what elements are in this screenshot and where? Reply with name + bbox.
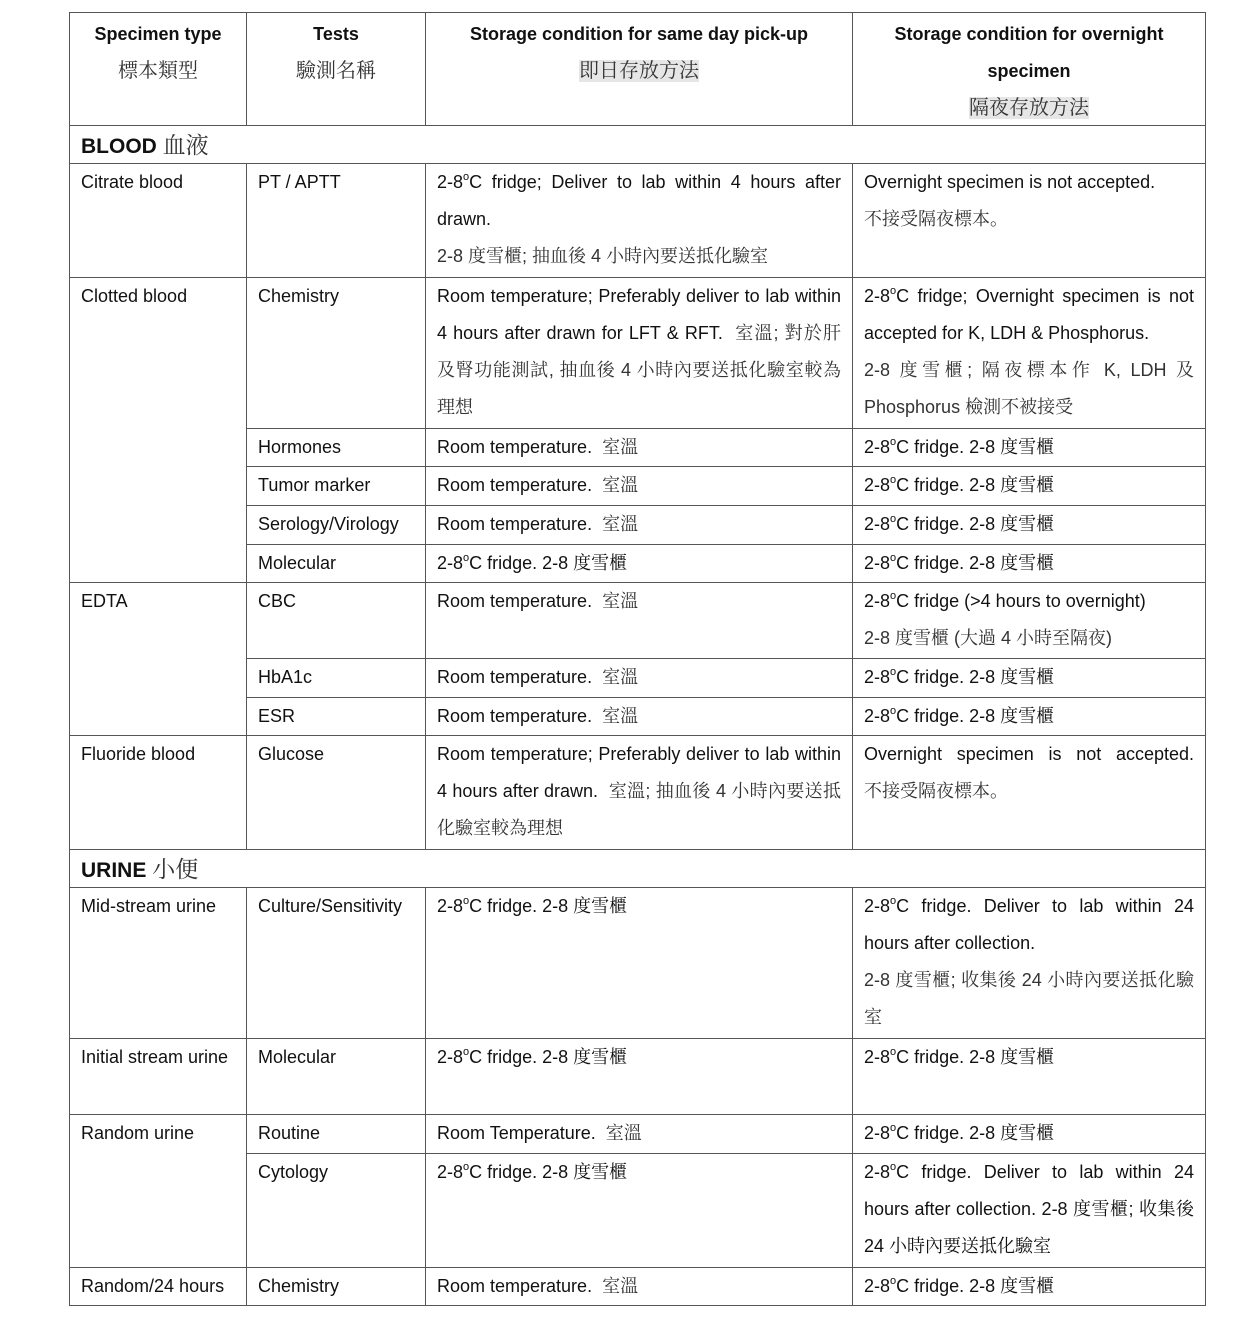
text: 2-8 <box>864 475 891 495</box>
header-overnight-zh: 隔夜存放方法 <box>969 97 1089 119</box>
specimen-random-urine <box>69 1114 247 1268</box>
test-label: Culture/Sensitivity <box>258 896 403 916</box>
section-blood-en: BLOOD <box>81 135 157 158</box>
degree-symbol: o <box>890 705 897 717</box>
text: C fridge. 2-8 度雪櫃 <box>896 475 1055 495</box>
header-specimen-type <box>69 12 247 126</box>
header-same-day <box>425 12 853 126</box>
specimen-label: Clotted blood <box>81 286 188 306</box>
text: C fridge. 2-8 度雪櫃 <box>896 437 1055 457</box>
same-day-zh: 室溫 <box>602 1276 639 1296</box>
same-day-chemistry-urine <box>425 1267 853 1306</box>
test-molecular-urine <box>246 1038 426 1115</box>
overnight-zh: 2-8 度雪櫃; 隔夜標本作 K, LDH 及 Phosphorus 檢測不被接受 <box>864 360 1194 417</box>
same-day-en: Room temperature. <box>437 591 593 611</box>
same-day-en: Room temperature. <box>437 514 593 534</box>
text: 2-8 <box>864 1047 891 1067</box>
overnight-en: Overnight specimen is not accepted. <box>864 172 1156 192</box>
text: C fridge. 2-8 度雪櫃 <box>469 553 628 573</box>
header-same-day-zh: 即日存放方法 <box>579 60 699 82</box>
same-day-hormones <box>425 428 853 467</box>
specimen-label: Random/24 hours <box>81 1276 225 1296</box>
specimen-fluoride-blood <box>69 735 247 850</box>
same-day-zh: 室溫 <box>602 591 639 611</box>
text: C fridge. 2-8 度雪櫃 <box>896 1123 1055 1143</box>
test-label: Chemistry <box>258 286 340 306</box>
overnight-chemistry <box>852 277 1206 429</box>
section-urine <box>69 849 1206 888</box>
test-label: Molecular <box>258 1047 337 1067</box>
specimen-citrate-blood <box>69 163 247 278</box>
degree-symbol: o <box>463 552 470 564</box>
degree-symbol: o <box>463 1046 470 1058</box>
same-day-serology <box>425 505 853 545</box>
section-urine-en: URINE <box>81 859 147 882</box>
header-overnight <box>852 12 1206 126</box>
same-day-en: Room temperature. <box>437 437 593 457</box>
overnight-glucose <box>852 735 1206 850</box>
same-day-zh: 室溫 <box>602 437 639 457</box>
text: C fridge (>4 hours to overnight) <box>896 591 1146 611</box>
overnight-routine <box>852 1114 1206 1154</box>
overnight-cbc <box>852 582 1206 659</box>
section-blood-zh: 血液 <box>162 132 209 158</box>
same-day-chemistry <box>425 277 853 429</box>
text: 2-8 <box>864 437 891 457</box>
test-label: Molecular <box>258 553 337 573</box>
test-esr <box>246 697 426 736</box>
specimen-mid-stream-urine <box>69 887 247 1039</box>
specimen-label: Citrate blood <box>81 172 184 192</box>
same-day-zh: 室溫 <box>605 1123 642 1143</box>
degree-symbol: o <box>890 474 897 486</box>
text: C fridge; Deliver to lab within 4 hours after drawn. <box>437 172 841 229</box>
test-label: Glucose <box>258 744 325 764</box>
same-day-zh: 室溫 <box>602 706 639 726</box>
test-chemistry <box>246 277 426 429</box>
test-label: Hormones <box>258 437 342 457</box>
text: C fridge. Deliver to lab within 24 hours after collection. 2-8 度雪櫃; 收集後 24 小時內要送抵化驗室 <box>864 1162 1194 1256</box>
same-day-tumor-marker <box>425 466 853 506</box>
same-day-en: Room temperature; Preferably deliver to lab within 4 hours after drawn. <box>437 744 841 801</box>
specimen-edta <box>69 582 247 736</box>
header-same-day-en: Storage condition for same day pick-up <box>469 24 809 44</box>
storage-table <box>69 12 1206 1305</box>
text: 2-8 <box>864 286 891 306</box>
test-cytology <box>246 1153 426 1268</box>
text: 2-8 <box>864 1162 891 1182</box>
section-blood <box>69 125 1206 164</box>
header-specimen-type-en: Specimen type <box>94 24 222 44</box>
test-label: Chemistry <box>258 1276 340 1296</box>
degree-symbol: o <box>890 285 897 297</box>
same-day-zh: 室溫 <box>602 667 639 687</box>
degree-symbol: o <box>890 1122 897 1134</box>
overnight-cytology <box>852 1153 1206 1268</box>
text: C fridge. 2-8 度雪櫃 <box>896 1276 1055 1296</box>
text: 2-8 <box>437 172 464 192</box>
specimen-initial-stream-urine <box>69 1038 247 1115</box>
degree-symbol: o <box>890 895 897 907</box>
degree-symbol: o <box>890 513 897 525</box>
test-label: PT / APTT <box>258 172 341 192</box>
text: 2-8 <box>864 706 891 726</box>
overnight-citrate <box>852 163 1206 278</box>
overnight-chemistry-urine <box>852 1267 1206 1306</box>
text: 2-8 <box>437 1047 464 1067</box>
text: C fridge. Deliver to lab within 24 hours after collection. <box>864 896 1194 953</box>
text: C fridge; Overnight specimen is not accepted for K, LDH & Phosphorus. <box>864 286 1194 343</box>
overnight-molecular-blood <box>852 544 1206 583</box>
test-molecular-blood <box>246 544 426 583</box>
text: C fridge. 2-8 度雪櫃 <box>896 553 1055 573</box>
same-day-glucose <box>425 735 853 850</box>
overnight-en: Overnight specimen is not accepted. <box>864 744 1194 764</box>
same-day-hba1c <box>425 658 853 698</box>
same-day-en: Room Temperature. <box>437 1123 596 1143</box>
specimen-label: Mid-stream urine <box>81 896 217 916</box>
test-serology-virology <box>246 505 426 545</box>
specimen-label: Random urine <box>81 1123 195 1143</box>
text: C fridge. 2-8 度雪櫃 <box>896 667 1055 687</box>
test-tumor-marker <box>246 466 426 506</box>
header-specimen-type-zh: 標本類型 <box>118 60 198 82</box>
test-hormones <box>246 428 426 467</box>
overnight-hormones <box>852 428 1206 467</box>
overnight-zh: 不接受隔夜標本。 <box>864 209 1008 229</box>
degree-symbol: o <box>890 552 897 564</box>
test-label: ESR <box>258 706 296 726</box>
same-day-zh: 室溫; 抽血後 4 小時內要送抵化驗室較為理想 <box>437 781 841 838</box>
text: C fridge. 2-8 度雪櫃 <box>469 1047 628 1067</box>
text: 2-8 <box>864 1276 891 1296</box>
text: 2-8 <box>864 591 891 611</box>
specimen-label: EDTA <box>81 591 128 611</box>
text: 2-8 <box>437 1162 464 1182</box>
same-day-molecular-urine <box>425 1038 853 1115</box>
test-hba1c <box>246 658 426 698</box>
overnight-culture <box>852 887 1206 1039</box>
same-day-cbc <box>425 582 853 659</box>
specimen-label: Initial stream urine <box>81 1047 229 1067</box>
same-day-en: Room temperature; Preferably deliver to lab within 4 hours after drawn for LFT & RFT. <box>437 286 841 343</box>
overnight-zh: 不接受隔夜標本。 <box>864 781 1008 801</box>
overnight-molecular-urine <box>852 1038 1206 1115</box>
specimen-clotted-blood <box>69 277 247 583</box>
degree-symbol: o <box>890 666 897 678</box>
overnight-serology <box>852 505 1206 545</box>
test-cbc <box>246 582 426 659</box>
text: 2-8 <box>864 514 891 534</box>
text: 2-8 <box>864 896 891 916</box>
specimen-label: Fluoride blood <box>81 744 196 764</box>
test-label: Routine <box>258 1123 321 1143</box>
test-chemistry-urine <box>246 1267 426 1306</box>
same-day-zh: 室溫 <box>602 514 639 534</box>
text: C fridge. 2-8 度雪櫃 <box>469 896 628 916</box>
section-urine-zh: 小便 <box>152 856 199 882</box>
degree-symbol: o <box>890 1275 897 1287</box>
degree-symbol: o <box>890 436 897 448</box>
test-label: Serology/Virology <box>258 514 399 534</box>
text: C fridge. 2-8 度雪櫃 <box>896 514 1055 534</box>
test-label: HbA1c <box>258 667 313 687</box>
same-day-zh: 室溫; 對於肝及腎功能測試, 抽血後 4 小時內要送抵化驗室較為理想 <box>437 323 841 417</box>
header-tests <box>246 12 426 126</box>
text: 2-8 <box>864 553 891 573</box>
degree-symbol: o <box>890 1161 897 1173</box>
text: 2-8 <box>437 896 464 916</box>
header-tests-zh: 驗測名稱 <box>296 60 376 82</box>
test-culture-sensitivity <box>246 887 426 1039</box>
specimen-random-24-hours <box>69 1267 247 1306</box>
degree-symbol: o <box>463 171 470 183</box>
same-day-zh: 2-8 度雪櫃; 抽血後 4 小時內要送抵化驗室 <box>437 246 769 266</box>
text: C fridge. 2-8 度雪櫃 <box>896 706 1055 726</box>
overnight-zh: 2-8 度雪櫃 (大過 4 小時至隔夜) <box>864 628 1113 648</box>
same-day-zh: 室溫 <box>602 475 639 495</box>
overnight-zh: 2-8 度雪櫃; 收集後 24 小時內要送抵化驗室 <box>864 970 1194 1027</box>
same-day-esr <box>425 697 853 736</box>
header-overnight-en-1: Storage condition for overnight <box>894 24 1164 44</box>
overnight-hba1c <box>852 658 1206 698</box>
degree-symbol: o <box>463 1161 470 1173</box>
text: 2-8 <box>864 667 891 687</box>
test-routine <box>246 1114 426 1154</box>
same-day-en: Room temperature. <box>437 475 593 495</box>
same-day-cytology <box>425 1153 853 1268</box>
same-day-en: Room temperature. <box>437 1276 593 1296</box>
text: 2-8 <box>864 1123 891 1143</box>
overnight-tumor-marker <box>852 466 1206 506</box>
degree-symbol: o <box>890 1046 897 1058</box>
test-label: Cytology <box>258 1162 329 1182</box>
same-day-en: Room temperature. <box>437 706 593 726</box>
overnight-esr <box>852 697 1206 736</box>
same-day-molecular-blood <box>425 544 853 583</box>
text: C fridge. 2-8 度雪櫃 <box>469 1162 628 1182</box>
test-label: CBC <box>258 591 297 611</box>
same-day-citrate <box>425 163 853 278</box>
text: C fridge. 2-8 度雪櫃 <box>896 1047 1055 1067</box>
header-overnight-en-2: specimen <box>987 61 1071 81</box>
test-label: Tumor marker <box>258 475 371 495</box>
same-day-routine <box>425 1114 853 1154</box>
text: 2-8 <box>437 553 464 573</box>
test-pt-aptt <box>246 163 426 278</box>
header-tests-en: Tests <box>313 24 359 44</box>
same-day-en: Room temperature. <box>437 667 593 687</box>
same-day-culture <box>425 887 853 1039</box>
test-glucose <box>246 735 426 850</box>
degree-symbol: o <box>890 590 897 602</box>
degree-symbol: o <box>463 895 470 907</box>
